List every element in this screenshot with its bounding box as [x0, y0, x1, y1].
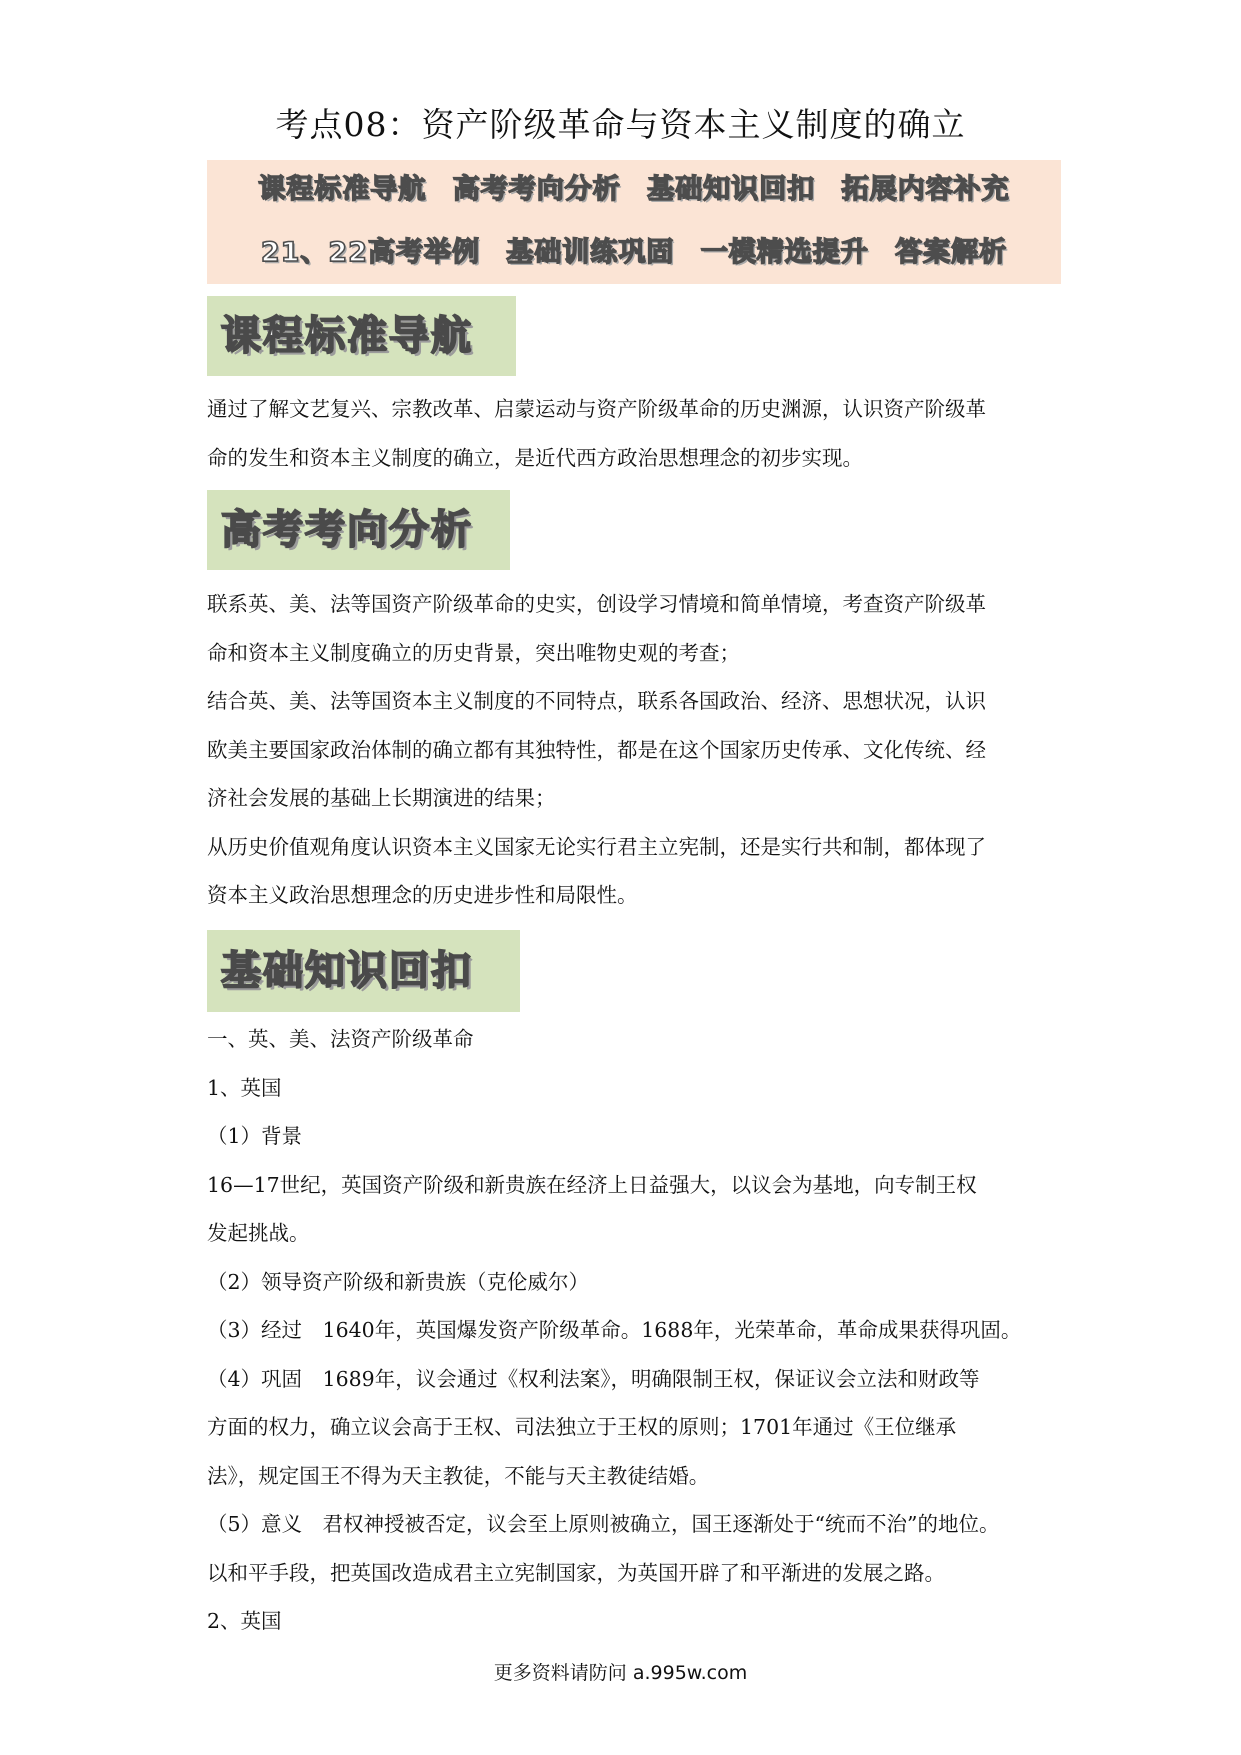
paragraph-line: 命和资本主义制度确立的历史背景，突出唯物史观的考查； [207, 640, 740, 665]
paragraph-line: 联系英、美、法等国资产阶级革命的史实，创设学习情境和简单情境，考查资产阶级革 [207, 592, 986, 616]
paragraph-line: 法》，规定国王不得为天主教徒，不能与天主教徒结婚。 [207, 1463, 710, 1488]
paragraph-line: 命的发生和资本主义制度的确立，是近代西方政治思想理念的初步实现。 [207, 445, 863, 470]
section-body-curriculum-standard [207, 385, 1047, 482]
nav-link-mock-selection[interactable]: 一模精选提升 [700, 237, 869, 268]
nav-link-answers[interactable]: 答案解析 [895, 237, 1008, 268]
paragraph-line: 16—17世纪，英国资产阶级和新贵族在经济上日益强大，以议会为基地，向专制王权 [207, 1172, 977, 1197]
section-header-curriculum-standard: 课程标准导航 [207, 296, 516, 376]
section-header-exam-trend: 高考考向分析 [207, 490, 510, 570]
section-nav-row-1 [207, 170, 1061, 210]
paragraph-line: （4）巩固 1689年，议会通过《权利法案》，明确限制王权，保证议会立法和财政等 [207, 1366, 980, 1391]
nav-link-exam-examples[interactable]: 21、22高考举例 [260, 237, 480, 268]
nav-link-curriculum-standard[interactable]: 课程标准导航 [258, 174, 427, 205]
nav-link-exam-trend[interactable]: 高考考向分析 [452, 174, 621, 205]
paragraph-line: （1）背景 [207, 1124, 303, 1148]
heading-line: 2、英国 [207, 1609, 282, 1633]
paragraph-line: 结合英、美、法等国资本主义制度的不同特点，联系各国政治、经济、思想状况，认识 [207, 689, 986, 713]
paragraph-line: （3）经过 1640年，英国爆发资产阶级革命。1688年，光荣革命，革命成果获得巩固。 [207, 1318, 1022, 1342]
section-nav-row-2 [207, 233, 1061, 273]
paragraph-line: 方面的权力，确立议会高于王权、司法独立于王权的原则；1701年通过《王位继承 [207, 1415, 957, 1439]
section-header-basic-knowledge: 基础知识回扣 [207, 930, 520, 1012]
paragraph-line: 从历史价值观角度认识资本主义国家无论实行君主立宪制，还是实行共和制，都体现了 [207, 834, 986, 859]
section-body-exam-trend [207, 580, 1047, 920]
section-nav [207, 160, 1061, 284]
paragraph-line: （2）领导资产阶级和新贵族（克伦威尔） [207, 1269, 590, 1294]
paragraph-line: 济社会发展的基础上长期演进的结果； [207, 786, 556, 810]
nav-link-basic-knowledge[interactable]: 基础知识回扣 [647, 174, 816, 205]
page-title: 考点08：资产阶级革命与资本主义制度的确立 [275, 105, 966, 144]
heading-line: 一、英、美、法资产阶级革命 [207, 1027, 474, 1051]
paragraph-line: 欧美主要国家政治体制的确立都有其独特性，都是在这个国家历史传承、文化传统、经 [207, 737, 986, 762]
paragraph-line: 资本主义政治思想理念的历史进步性和局限性。 [207, 883, 638, 907]
heading-line: 1、英国 [207, 1075, 282, 1100]
paragraph-line: 发起挑战。 [207, 1221, 310, 1245]
paragraph-line: （5）意义 君权神授被否定，议会至上原则被确立，国王逐渐处于“统而不治”的地位。 [207, 1512, 1000, 1536]
nav-link-extension[interactable]: 拓展内容补充 [841, 174, 1010, 205]
footer-link[interactable]: 更多资料请防问 a.995w.com [493, 1662, 748, 1684]
section-body-basic-knowledge [207, 1015, 1047, 1646]
paragraph-line: 以和平手段，把英国改造成君主立宪制国家，为英国开辟了和平渐进的发展之路。 [207, 1560, 945, 1585]
paragraph-line: 通过了解文艺复兴、宗教改革、启蒙运动与资产阶级革命的历史渊源，认识资产阶级革 [207, 397, 986, 421]
nav-link-basic-training[interactable]: 基础训练巩固 [506, 237, 675, 268]
